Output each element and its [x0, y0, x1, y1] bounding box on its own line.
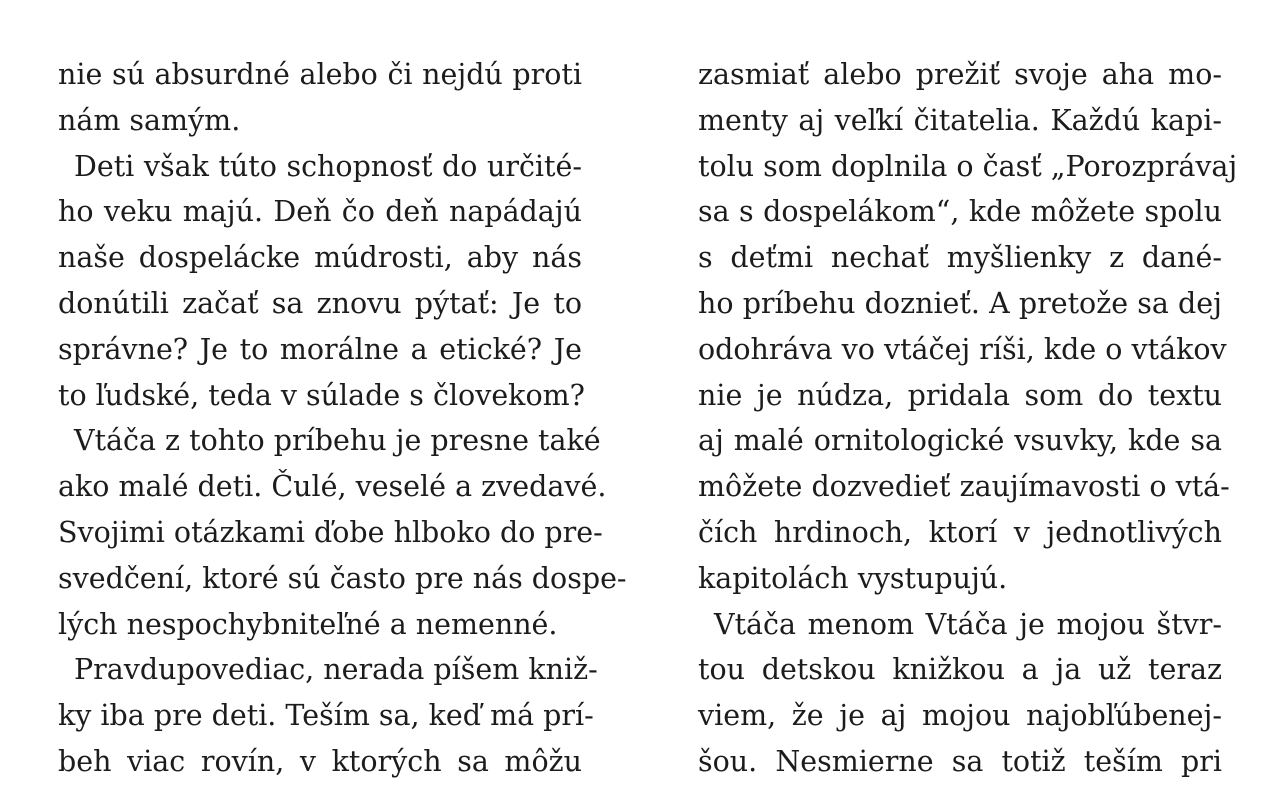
text-line: ho veku majú. Deň čo deň napádajú	[58, 195, 582, 229]
text-line: nie je núdza, pridala som do textu	[698, 378, 1222, 412]
text-line: s deťmi nechať myšlienky z dané-	[698, 241, 1222, 275]
left-text-column	[58, 52, 627, 785]
text-line: aj malé ornitologické vsuvky, kde sa	[698, 424, 1222, 458]
text-line: Deti však túto schopnosť do určité-	[74, 149, 582, 183]
text-line: beh viac rovín, v ktorých sa môžu	[58, 744, 582, 778]
text-line: šou. Nesmierne sa totiž teším pri	[698, 744, 1222, 778]
text-line: viem, že je aj mojou najobľúbenej-	[698, 699, 1222, 733]
text-line: Svojimi otázkami ďobe hlboko do pre-	[58, 515, 603, 549]
text-line: ky iba pre deti. Teším sa, keď má prí-	[58, 699, 594, 733]
text-line: Pravdupovediac, nerada píšem kniž-	[74, 653, 598, 687]
text-line: tolu som doplnila o časť „Porozprávaj	[698, 149, 1238, 183]
text-line: správne? Je to morálne a etické? Je	[58, 332, 582, 366]
text-line: sa s dospelákom“, kde môžete spolu	[698, 195, 1222, 229]
text-line: tou detskou knižkou a ja už teraz	[698, 653, 1222, 687]
right-text-column	[698, 52, 1238, 785]
text-line: môžete dozvedieť zaujímavosti o vtá-	[698, 470, 1230, 504]
text-line: ako malé deti. Čulé, veselé a zvedavé.	[58, 470, 607, 504]
text-line: svedčení, ktoré sú často pre nás dospe-	[58, 561, 627, 595]
text-line: lých nespochybniteľné a nemenné.	[58, 607, 558, 641]
text-line: naše dospelácke múdrosti, aby nás	[58, 241, 582, 275]
text-line: zasmiať alebo prežiť svoje aha mo-	[698, 58, 1222, 91]
text-line: donútili začať sa znovu pýtať: Je to	[58, 286, 582, 320]
text-line: ho príbehu doznieť. A pretože sa dej	[698, 286, 1222, 320]
text-line: Vtáča z tohto príbehu je presne také	[74, 424, 601, 458]
text-line: čích hrdinoch, ktorí v jednotlivých	[698, 515, 1222, 549]
text-line: to ľudské, teda v súlade s človekom?	[58, 378, 585, 412]
text-line: odohráva vo vtáčej ríši, kde o vtákov	[698, 332, 1227, 366]
text-line: nám samým.	[58, 103, 241, 137]
text-line: nie sú absurdné alebo či nejdú proti	[58, 58, 582, 91]
text-line: menty aj veľkí čitatelia. Každú kapi-	[698, 103, 1222, 137]
text-line: kapitolách vystupujú.	[698, 561, 1008, 595]
text-line: Vtáča menom Vtáča je mojou štvr-	[714, 607, 1222, 641]
